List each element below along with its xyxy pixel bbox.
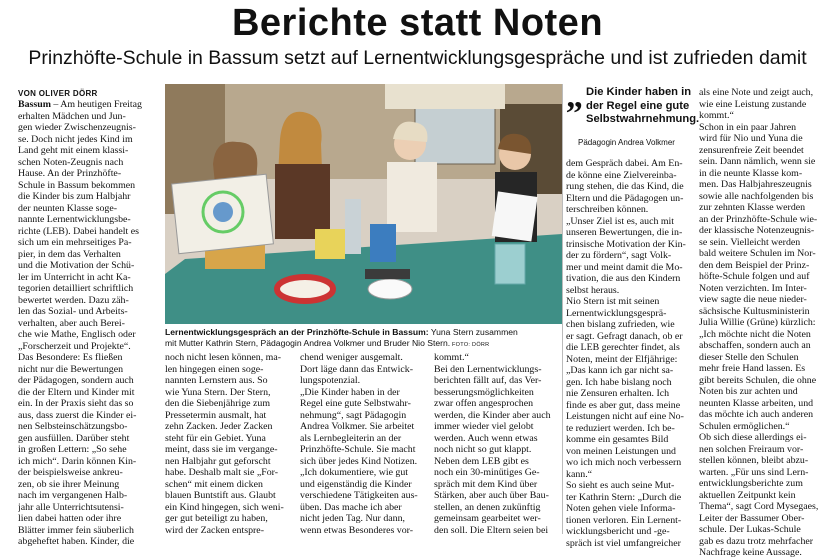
text-line: unseren Bewertungen, die in-: [566, 227, 683, 238]
text-line: nehmung“, sagt Pädagogin: [300, 409, 407, 421]
photo-credit: FOTO: DÖRR: [450, 342, 490, 348]
text-line: gemeinsam gearbeitet wer-: [434, 513, 541, 524]
text-line: die LEB gerechter findet, als: [566, 342, 680, 353]
text-line: lien dabei hatten oder ihre: [18, 513, 122, 524]
text-line: er sagt. Gefragt danach, ob er: [566, 330, 683, 342]
text-line: die Kinder bis zum Halbjahr: [18, 191, 131, 202]
text-line: den die Siebenjährige zum: [165, 398, 271, 409]
text-line: Das Besondere: Es fließen: [18, 352, 123, 363]
text-line: nach im vergangenen Halb-: [18, 490, 128, 501]
text-line: gab es dazu trotz mehrfacher: [699, 535, 814, 547]
text-line: ger gut beteiligt zu haben,: [165, 513, 268, 524]
text-line: richte (LEB). Dabei handelt es: [18, 225, 139, 237]
text-line: rung stehen, die das Kind, die: [566, 181, 684, 192]
text-line: ein. In der Praxis sieht das so: [18, 398, 134, 409]
text-line: Leistungen nicht auf eine No-: [566, 411, 684, 422]
text-line: trinsische Motivation der Kin-: [566, 238, 686, 250]
text-line: schule. Der Lukas-Schule: [699, 524, 801, 535]
text-line: Thema“, sagt Cord Mysegaes,: [699, 501, 819, 512]
text-line: Land geht mit einem klassi-: [18, 145, 129, 156]
text-line: habe. Deshalb malt sie „For-: [165, 467, 279, 478]
text-line: sich um ein mehrseitiges Pa-: [18, 237, 132, 248]
text-line: Julia Willie (Grüne) kürzlich:: [699, 317, 816, 328]
text-line: üben. Das mache ich aber: [300, 501, 402, 513]
text-line: selbst heraus.: [566, 284, 620, 296]
text-line: der neunten Klasse soge-: [18, 202, 117, 214]
text-line: ter Kathrin Stern: „Durch die: [566, 491, 682, 503]
text-line: Noten gehen viele Informa-: [566, 503, 676, 514]
text-line: Noten bis zur achten und: [699, 386, 798, 397]
text-line: de könne eine Zielvereinba-: [566, 169, 677, 181]
text-line: nen Halbjahr gut geforscht: [165, 455, 271, 467]
text-line: den soll. Die Eltern seien bei: [434, 524, 549, 536]
classroom-photo: [165, 84, 562, 324]
text-line: Leiter der Bassumer Ober-: [699, 512, 805, 524]
text-line: Schulen ermöglichen.“: [699, 420, 790, 432]
text-line: werden. Auch wenn etwas: [434, 432, 538, 444]
text-line: Schon in ein paar Jahren: [699, 121, 797, 133]
text-line: men. Das Halbjahreszeugnis: [699, 179, 812, 190]
text-line: Pressetermin ausmalt, hat: [165, 409, 267, 421]
text-line: steht für ein Gebiet. Yuna: [165, 432, 266, 444]
text-line: von meinen Leistungen und: [566, 445, 676, 457]
caption-text-2: mit Mutter Kathrin Stern, Pädagogin Andrea Volkmer und Bruder Nio Stern.: [165, 338, 451, 348]
caption-text: Yuna Stern zusammen: [428, 327, 518, 337]
text-line: und die Motivation der Schü-: [18, 260, 135, 271]
text-line: Regel eine gute Selbstwahr-: [300, 398, 411, 409]
text-line: stellen, an denen zukünftig: [434, 501, 541, 513]
text-line: view sagte die neue nieder-: [699, 294, 807, 305]
text-line: Blätter immer fein säuberlich: [18, 524, 134, 536]
text-line: zur zehnten Klasse werden: [699, 202, 806, 213]
text-line: nen Selbsteinschätzungsbo-: [18, 421, 128, 432]
text-line: Lernentwicklungsgesprä-: [566, 307, 667, 319]
text-line: Neben dem LEB gibt es: [434, 455, 529, 467]
headline: Berichte statt Noten: [231, 2, 604, 44]
text-line: nannten Lernstern aus. So: [165, 375, 268, 386]
text-line: erhalten Mädchen und Jun-: [18, 110, 126, 122]
text-line: sein. Dann nämlich, wenn sie: [699, 156, 816, 167]
text-line: se sein. Vielleicht werden: [699, 236, 801, 248]
text-line: „Die Kinder haben in der: [300, 386, 400, 398]
article-column-6: [699, 87, 827, 559]
text-line: schen“ mit einem dicken: [165, 478, 263, 490]
text-line: noch ein 30-minütiges Ge-: [434, 467, 540, 478]
text-line: gibt bereits Schulen, die ohne: [699, 374, 817, 386]
text-line: lungspotenzial.: [300, 375, 361, 386]
text-line: schen Noten-Zeugnis nach: [18, 156, 124, 168]
text-line: sich über jedes Kind Notizen.: [300, 455, 418, 467]
text-line: wicklungsbericht und -ge-: [566, 526, 670, 537]
text-line: „Das kann ich gar nicht sa-: [566, 365, 674, 376]
text-line: „Forscherzeit und Projekte“.: [18, 340, 131, 352]
text-line: komme ein gesamtes Bild: [566, 434, 669, 445]
text-line: Andrea Volkmer. Sie arbeitet: [300, 421, 415, 432]
text-line: dieser Stelle den Schulen: [699, 351, 799, 363]
article-column-1: [18, 99, 160, 548]
text-line: Dort läge dann das Entwick-: [300, 363, 413, 375]
text-line: meint, dass sie im vergange-: [165, 444, 278, 455]
text-line: zen, ob sie ihrer Meinung: [18, 478, 120, 490]
text-line: noch nicht lesen können, ma-: [165, 352, 281, 363]
text-line: bald weitere Schulen im Nor-: [699, 248, 816, 259]
column-divider: [562, 84, 563, 534]
text-line: nen solchen Freiraum vor-: [699, 443, 804, 455]
text-line: che wie Mathe, Englisch oder: [18, 329, 136, 340]
text-line: mer und meint damit die Mo-: [566, 261, 683, 273]
text-line: zehn Zacken. Jeder Zacken: [165, 421, 273, 432]
text-line: Prinzhöfte-Schule. Sie macht: [300, 444, 416, 455]
text-line: ein Kind hingegen, sich weni-: [165, 501, 284, 513]
text-line: als Lernbegleiterin an der: [300, 432, 402, 444]
text-line: Schule in Bassum bekommen: [18, 179, 136, 191]
text-line: Stärken, aber auch über Bau-: [434, 490, 549, 501]
text-line: nicht jeden Tag. Nur dann,: [300, 513, 405, 524]
pull-quote: [566, 86, 700, 127]
text-line: der klassische Notenzeugnis-: [699, 225, 815, 236]
text-line: neunten Klasse arbeiten, und: [699, 397, 814, 409]
text-line: nicht nur die Bewertungen: [18, 363, 124, 375]
text-line: verschiedene Tätigkeiten aus-: [300, 490, 418, 501]
byline: VON OLIVER DÖRR: [18, 89, 98, 98]
text-line: verhalten, aber auch Berei-: [18, 317, 125, 329]
text-line: blauen Buntstift aus. Glaubt: [165, 490, 276, 501]
caption-bold: Lernentwicklungsgespräch an der Prinzhöfte-Schule in Bassum:: [165, 327, 429, 337]
photo-caption: [165, 327, 562, 351]
text-line: nannte Lernentwicklungsbe-: [18, 214, 131, 225]
text-line: abschaffen, sondern auch an: [699, 340, 811, 351]
quote-mark: „: [566, 78, 583, 115]
text-line: in die neunte Klasse kom-: [699, 167, 803, 179]
text-line: höfte-Schule folgen und auf: [699, 271, 810, 282]
text-line: Bei den Lernentwicklungs-: [434, 363, 542, 375]
text-line: zwar offen angesprochen: [434, 398, 534, 409]
text-line: finde es aber gut, dass meine: [566, 399, 681, 411]
text-line: stellen können, bleibt abzu-: [699, 455, 809, 466]
text-line: dem Gespräch dabei. Am En-: [566, 158, 683, 169]
text-line: gen. Ich habe bislang noch: [566, 376, 672, 388]
text-line: So sieht es auch seine Mut-: [566, 480, 675, 491]
text-line: gen ausfüllen. Darüber steht: [18, 432, 130, 444]
text-line: warten. „Für uns sind Lern-: [699, 466, 809, 478]
text-line: noch nicht so gut klappt.: [434, 444, 532, 455]
text-line: zensurenfreie Zeit beendet: [699, 144, 804, 156]
text-line: te reduziert werden. Ich be-: [566, 422, 675, 434]
text-line: tionen verloren. Ein Lernent-: [566, 514, 682, 526]
pull-quote-source: Pädagogin Andrea Volkmer: [578, 138, 675, 147]
text-line: wie Yuna Stern. Der Stern,: [165, 386, 271, 398]
text-line: als eine Note und zeigt auch,: [699, 87, 814, 98]
text-line: Ob sich diese allerdings ei-: [699, 432, 807, 443]
text-line: abgeheftet haben. Kinder, die: [18, 536, 135, 547]
text-line: spräch ist viel umfangreicher: [566, 537, 681, 549]
text-line: der Pädagogen, sondern auch: [18, 375, 134, 386]
text-line: chend weniger ausgemalt.: [300, 352, 403, 363]
text-line: sowie alle nachfolgenden bis: [699, 190, 814, 202]
text-line: len das Sozial- und Arbeits-: [18, 306, 128, 317]
text-line: den dem Beispiel der Prinz-: [699, 259, 810, 271]
text-line: tivation, die aus den Kindern: [566, 273, 681, 284]
text-line: ich mich“. Darin können Kin-: [18, 455, 137, 467]
text-line: das möchte ich auch anderen: [699, 409, 814, 420]
text-line: Bassum – Am heutigen Freitag: [18, 99, 142, 110]
text-line: Hause. An der Prinzhöfte-: [18, 168, 122, 179]
text-line: aktuellen Zeitpunkt kein: [699, 489, 796, 501]
pull-quote-text: Die Kinder haben in der Regel eine gute Selbstwahrnehmung.: [586, 86, 700, 125]
text-line: kommt.“: [699, 110, 734, 121]
text-line: Nio Stern ist mit seinen: [566, 296, 660, 307]
text-line: chen bislang zufrieden, wie: [566, 319, 675, 330]
text-line: spräch mit dem Kind über: [434, 478, 538, 490]
article-column-5: [566, 158, 692, 549]
text-line: wird für Nio und Yuna die: [699, 133, 803, 144]
text-line: und eigenständig die Kinder: [300, 478, 412, 490]
text-line: kann.“: [566, 468, 593, 480]
text-line: der beispielsweise ankreu-: [18, 467, 123, 478]
subheadline: Prinzhöfte-Schule in Bassum setzt auf Lernentwicklungsgespräche und ist zufrieden damit: [28, 47, 807, 69]
text-line: sächsische Kultusministerin: [699, 305, 810, 317]
text-line: wird der Zacken entspre-: [165, 524, 264, 536]
text-line: wo ich mich noch verbessern: [566, 457, 682, 468]
text-line: pier, in dem das Verhalten: [18, 248, 121, 260]
text-line: wie eine Leistung zustande: [699, 98, 807, 110]
text-line: tegorien detailliert schriftlich: [18, 283, 134, 294]
text-line: Nachfrage keine Aussage.: [699, 547, 802, 558]
text-line: gen wieder Zwischenzeugnis-: [18, 122, 136, 133]
article-column-3: [300, 352, 426, 536]
text-line: Noten verzichten. Im Inter-: [699, 282, 807, 294]
text-line: bewertet werden. Dazu zäh-: [18, 294, 129, 306]
text-line: an der Prinzhöfte-Schule wie-: [699, 213, 818, 225]
text-line: der zu fördern“, sagt Volk-: [566, 250, 672, 261]
text-line: len hingegen einen soge-: [165, 363, 264, 375]
text-line: immer wieder viel gelobt: [434, 421, 534, 432]
text-line: „Ich dokumentiere, wie gut: [300, 467, 409, 478]
text-line: jahr alle Unterrichtsutensi-: [18, 501, 124, 513]
text-line: wenn etwas Besonderes vor-: [300, 524, 414, 536]
text-line: in großen Lettern: „So sehe: [18, 444, 127, 455]
text-line: kommt.“: [434, 352, 469, 363]
text-line: berichten fällt auf, das Ver-: [434, 375, 542, 386]
text-line: Noten, meint der Elfjährige:: [566, 353, 678, 365]
text-line: aus, dass zuerst die Kinder ei-: [18, 409, 137, 421]
text-line: „Unser Ziel ist es, auch mit: [566, 215, 675, 227]
text-line: entwicklungsberichte zum: [699, 478, 803, 489]
article-column-2: [165, 352, 291, 536]
text-line: ler im Unterricht in acht Ka-: [18, 271, 131, 283]
text-line: mehr freie Hand lassen. Es: [699, 363, 806, 374]
text-line: se. Doch nicht jedes Kind im: [18, 133, 133, 145]
text-line: „Ich möchte nicht die Noten: [699, 328, 811, 340]
text-line: die der Eltern und Kinder mit: [18, 386, 135, 398]
text-line: werden, die Kinder aber auch: [434, 409, 551, 421]
text-line: terschreiben können.: [566, 204, 649, 215]
text-line: besserungsmöglichkeiten: [434, 386, 534, 398]
article-column-4: [434, 352, 560, 536]
text-line: nie Zensuren erhalten. Ich: [566, 388, 670, 399]
text-line: Eltern und die Pädagogen un-: [566, 192, 684, 204]
article-photo: [165, 84, 562, 324]
